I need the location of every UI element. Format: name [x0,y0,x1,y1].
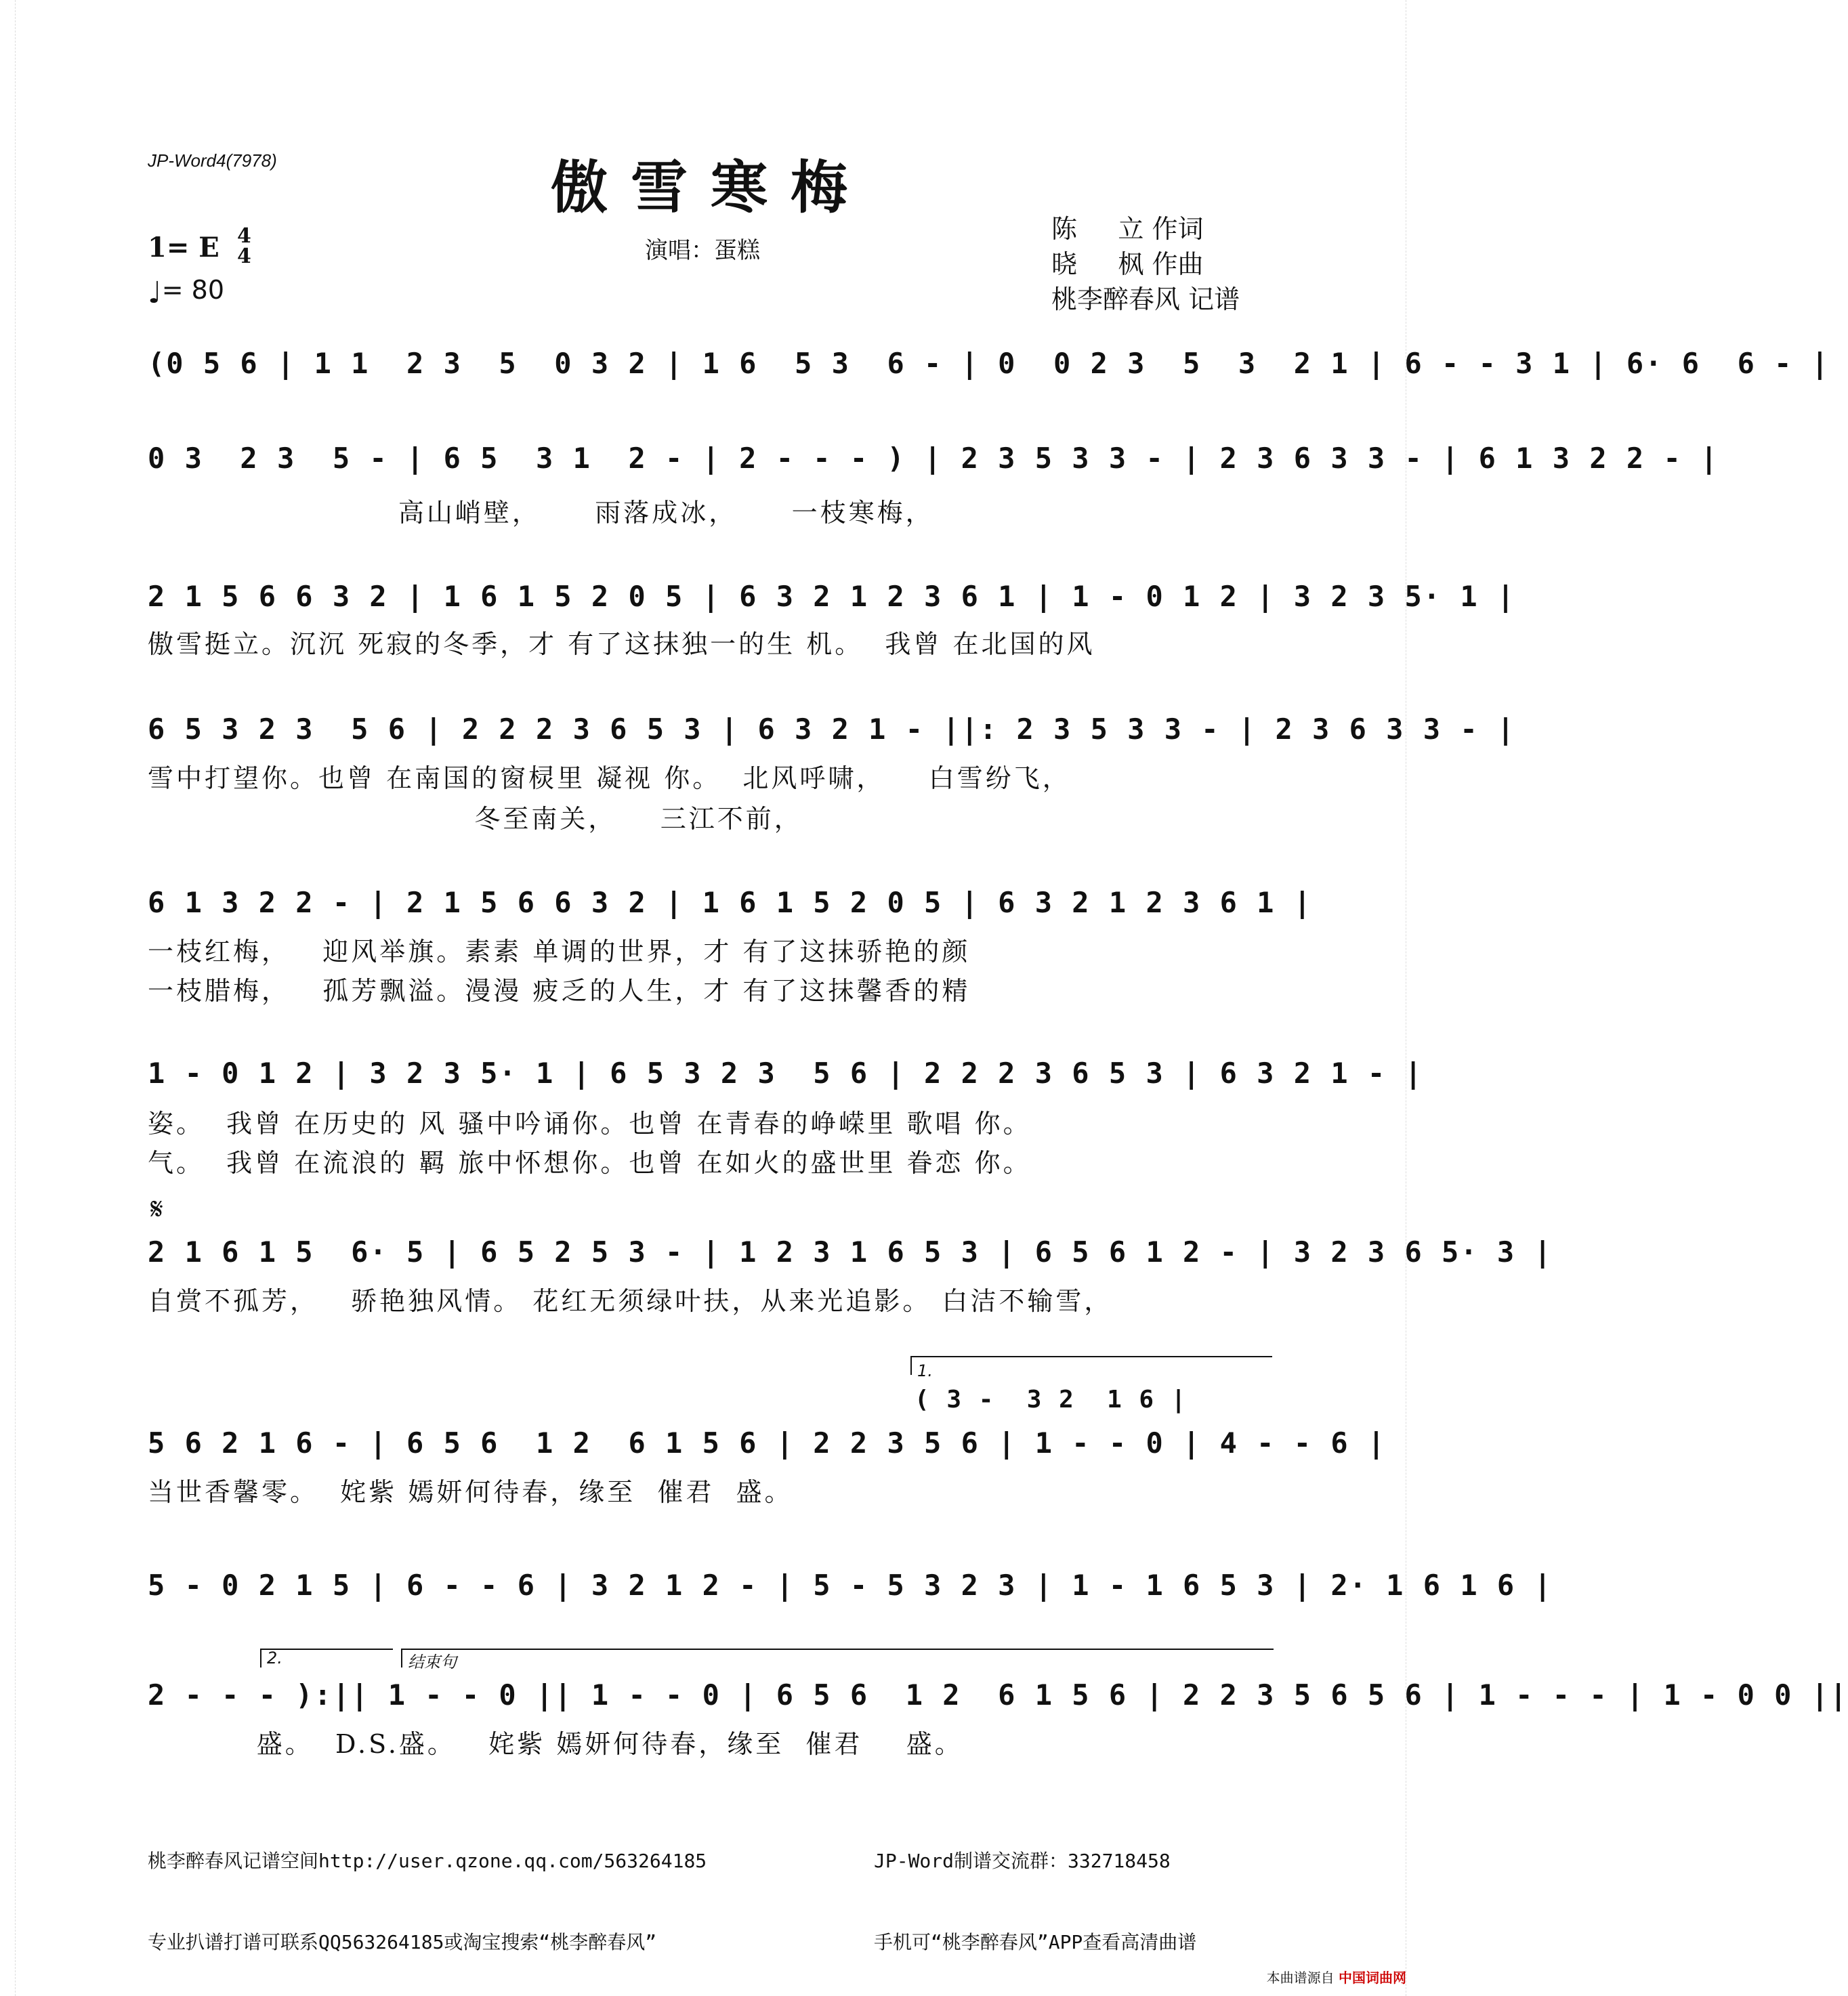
first-ending-alt-notes: ( 3 - 3 2 1 6 | [915,1386,1188,1414]
footer-right-line-2: 手机可“桃李醉春风”APP查看高清曲谱 [874,1931,1197,1953]
quarter-note-icon: ♩ [148,276,162,310]
coda-bracket [401,1649,1274,1672]
source-stamp [1267,1967,1406,1987]
footer-right-line-1: JP-Word制谱交流群：332718458 [874,1850,1171,1872]
lyric-row-3-verse-1: 傲雪挺立。沉沉 死寂的冬季，才 有了这抹独一的生 机。 我曾 在北国的风 [148,629,1095,659]
first-ending-label: 1. [917,1361,933,1380]
transcriber-credit: 桃李醉春风 记谱 [1051,284,1240,314]
lyricist-credit: 陈 立 作词 [1051,214,1204,244]
footer-left [148,1793,707,1983]
notation-row-8: 5 6 2 1 6 - | 6 5 6 1 2 6 1 5 6 | 2 2 3 5 6 | 1 - - 0 | 4 - - 6 | [148,1426,1387,1460]
lyric-row-10-verse-1: 盛。 D.S.盛。 姹紫 嫣妍何待春，缘至 催君 盛。 [148,1729,963,1759]
first-ending-bracket [910,1356,1272,1380]
stamp-site-name: 中国词曲网 [1339,1970,1406,1986]
time-bottom: 4 [237,245,251,268]
time-signature [237,226,251,267]
tempo-value: = 80 [161,275,225,305]
left-margin-watermark [0,0,16,1996]
footer-right [874,1793,1196,1983]
lyric-row-7-verse-1: 自赏不孤芳， 骄艳独风情。 花红无须绿叶扶，从来光追影。 白洁不输雪， [148,1286,1113,1316]
notation-row-3: 2 1 5 6 6 3 2 | 1 6 1 5 2 0 5 | 6 3 2 1 2 3 6 1 | 1 - 0 1 2 | 3 2 3 5· 1 | [148,580,1516,613]
notation-row-6: 1 - 0 1 2 | 3 2 3 5· 1 | 6 5 3 2 3 5 6 | 2 2 2 3 6 5 3 | 6 3 2 1 - | [148,1057,1423,1090]
footer-left-line-1: 桃李醉春风记谱空间http://user.qzone.qq.com/563264185 [148,1850,707,1872]
song-title: 傲雪寒梅 [550,154,870,221]
lyric-row-6-verse-1: 姿。 我曾 在历史的 风 骚中吟诵你。也曾 在青春的峥嵘里 歌唱 你。 [148,1109,1032,1139]
notation-row-9: 5 - 0 2 1 5 | 6 - - 6 | 3 2 1 2 - | 5 - 5 3 2 3 | 1 - 1 6 5 3 | 2· 1 6 1 6 | [148,1569,1553,1602]
stamp-left-text: 本曲谱源自 [1266,1970,1335,1986]
singer-label: 演唱：蛋糕 [645,237,760,264]
notation-row-4: 6 5 3 2 3 5 6 | 2 2 2 3 6 5 3 | 6 3 2 1 - ||: 2 3 5 3 3 - | 2 3 6 3 3 - | [148,713,1516,746]
coda-label: 结束句 [408,1653,457,1672]
notation-row-5: 6 1 3 2 2 - | 2 1 5 6 6 3 2 | 1 6 1 5 2 0 5 | 6 3 2 1 2 3 6 1 | [148,886,1313,919]
notation-row-10: 2 - - - ):|| 1 - - 0 || 1 - - 0 | 6 5 6 1 2 6 1 5 6 | 2 2 3 5 6 5 6 | 1 - - - | 1 - 0 0 || [148,1678,1848,1712]
second-ending-bracket [260,1649,393,1668]
lyric-row-5-verse-1: 一枝红梅， 迎风举旗。素素 单调的世界，才 有了这抹骄艳的颜 [148,937,971,967]
notation-row-7: 2 1 6 1 5 6· 5 | 6 5 2 5 3 - | 1 2 3 1 6 5 3 | 6 5 6 1 2 - | 3 2 3 6 5· 3 | [148,1235,1553,1269]
lyric-row-2-verse-1: 高山峭壁， 雨落成冰， 一枝寒梅， [148,498,934,528]
notation-row-1: (0 5 6 | 1 1 2 3 5 0 3 2 | 1 6 5 3 6 - | 0 0 2 3 5 3 2 1 | 6 - - 3 1 | 6· 6 6 - | [148,347,1830,380]
software-note: JP-Word4(7978) [148,150,277,171]
key-label: 1= E [148,232,219,263]
lyric-row-4-verse-1: 雪中打望你。也曾 在南国的窗棂里 凝视 你。 北风呼啸， 白雪纷飞， [148,763,1071,793]
lyric-row-5-verse-2: 一枝腊梅， 孤芳飘溢。漫漫 疲乏的人生，才 有了这抹馨香的精 [148,976,971,1006]
lyric-row-4-verse-2: 冬至南关， 三江不前， [148,804,803,834]
key-signature [148,224,251,268]
lyric-row-8-verse-1: 当世香馨零。 姹紫 嫣妍何待春，缘至 催君 盛。 [148,1477,793,1507]
credits-block [1051,211,1240,317]
notation-row-2: 0 3 2 3 5 - | 6 5 3 1 2 - | 2 - - - ) | 2 3 5 3 3 - | 2 3 6 3 3 - | 6 1 3 2 2 - | [148,442,1719,475]
second-ending-label: 2. [267,1649,282,1668]
tempo-marking [148,275,224,310]
segno-icon: 𝄋 [150,1192,163,1227]
time-top: 4 [237,224,251,248]
lyric-row-6-verse-2: 气。 我曾 在流浪的 羁 旅中怀想你。也曾 在如火的盛世里 眷恋 你。 [148,1148,1032,1178]
footer-left-line-2: 专业扒谱打谱可联系QQ563264185或淘宝搜索“桃李醉春风” [148,1931,657,1953]
composer-credit: 晓 枫 作曲 [1051,249,1204,279]
